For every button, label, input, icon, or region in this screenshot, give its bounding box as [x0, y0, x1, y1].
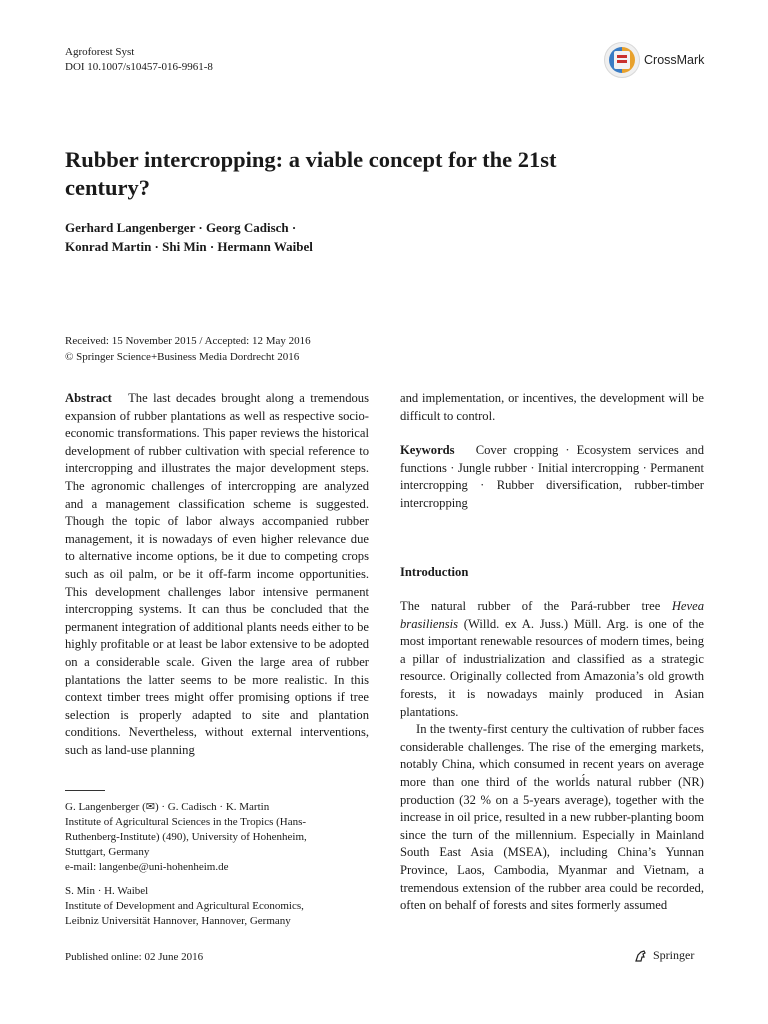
published-online-date: Published online: 02 June 2016: [65, 951, 204, 963]
paper-title: [65, 146, 705, 202]
abstract-text-continued: and implementation, or incentives, the development will be difficult to control.: [400, 391, 704, 423]
abstract-continued: [400, 390, 704, 425]
author-list: [65, 218, 313, 256]
keywords-label: Keywords: [400, 443, 455, 457]
intro-paragraph: In the twenty-first century the cultivation of rubber faces considerable challenges. The rise of the emerging markets, notably China, which consumed in recent years on average more than one third of the world́s natural rubber (NR) production (32 % on a 5-years average), together with the increase in oil price, resulted in a new rubber-planting boom since the turn of the millennium. Especially in Mainland South East Asia (MSEA), including China’s Yunnan Province, Laos, Cambodia, Myanmar and Vietnam, a tremendous extension of the rubber area could be recorded, often on behalf of forests and sites formerly assumed: [400, 722, 704, 913]
affiliation-line: Institute of Development and Agricultural Economics,: [65, 900, 304, 912]
received-accepted-dates: Received: 15 November 2015 / Accepted: 12 May 2016: [65, 335, 311, 347]
crossmark-label: CrossMark: [644, 53, 705, 67]
affiliation-line: Ruthenberg-Institute) (490), University of Hohenheim,: [65, 831, 307, 843]
doi[interactable]: DOI 10.1007/s10457-016-9961-8: [65, 61, 213, 73]
title-line: century?: [65, 175, 150, 200]
author-line: Konrad Martin · Shi Min · Hermann Waibel: [65, 239, 313, 254]
affiliation-authors: G. Langenberger (✉) · G. Cadisch · K. Martin: [65, 801, 270, 813]
crossmark-icon: [604, 42, 640, 78]
introduction-body: [400, 598, 704, 915]
abstract-text: The last decades brought along a tremendous expansion of rubber plantations as well as respective socio-economic transformations. This paper reviews the historical development of rubber cultivation with special reference to intercropping and illustrates the major development steps. The agronomic challenges of intercropping are analyzed and a management classification scheme is suggested. Though the topic of labor always accompanied rubber management, it is nowadays of even higher relevance due to alternative income options, be it due to competing crops such as oil palm, or be it off-farm income opportunities. This development challenges labor intensive permanent intercropping systems. It can thus be concluded that the permanent integration of additional plants needs either to be highly profitable or at least be labor extensive to be adopted on a considerable scale. Given the large area of rubber plantations the latter seems to be more realistic. In this context timber trees might offer promising options if tree selection is properly adapted to site and plantation conditions. Nevertheless, without external interventions, such as land-use planning: [65, 391, 369, 757]
copyright-line: © Springer Science+Business Media Dordrecht 2016: [65, 351, 300, 363]
affiliation-2: [65, 884, 365, 929]
affiliation-line: Institute of Agricultural Sciences in the Tropics (Hans-: [65, 816, 307, 828]
intro-paragraph: The natural rubber of the Pará-rubber tree Hevea brasiliensis (Willd. ex A. Juss.) Müll. Arg. is one of the most important renewable resources of modern times, being a pillar of industrialization and classified as a strategic resource. Originally collected from Amazonia’s old growth forests, it is nowadays mainly produced in Asian plantations.: [400, 599, 704, 719]
footnote-divider: [65, 790, 105, 791]
author-line: Gerhard Langenberger · Georg Cadisch ·: [65, 220, 297, 235]
keywords-text: Cover cropping · Ecosystem services and functions · Jungle rubber · Initial intercropping · Permanent intercropping · Rubber diversification, rubber-timber intercropping: [400, 443, 704, 510]
abstract: [65, 390, 369, 759]
springer-label: Springer: [653, 948, 695, 962]
affiliation-authors: S. Min · H. Waibel: [65, 885, 149, 897]
journal-name: Agroforest Syst: [65, 46, 135, 58]
keywords: [400, 442, 704, 512]
crossmark-badge[interactable]: [604, 42, 704, 78]
springer-logo: [634, 948, 694, 963]
abstract-label: Abstract: [65, 391, 112, 405]
species-name: Hevea brasiliensis: [400, 599, 704, 631]
affiliation-1: [65, 800, 365, 875]
springer-horse-icon: [634, 949, 648, 963]
affiliation-line: Stuttgart, Germany: [65, 846, 150, 858]
affiliation-line: Leibniz Universität Hannover, Hannover, Germany: [65, 915, 291, 927]
contact-email[interactable]: e-mail: langenbe@uni-hohenheim.de: [65, 861, 229, 873]
section-heading-introduction: Introduction: [400, 565, 469, 579]
title-line: Rubber intercropping: a viable concept for the 21st: [65, 147, 557, 172]
